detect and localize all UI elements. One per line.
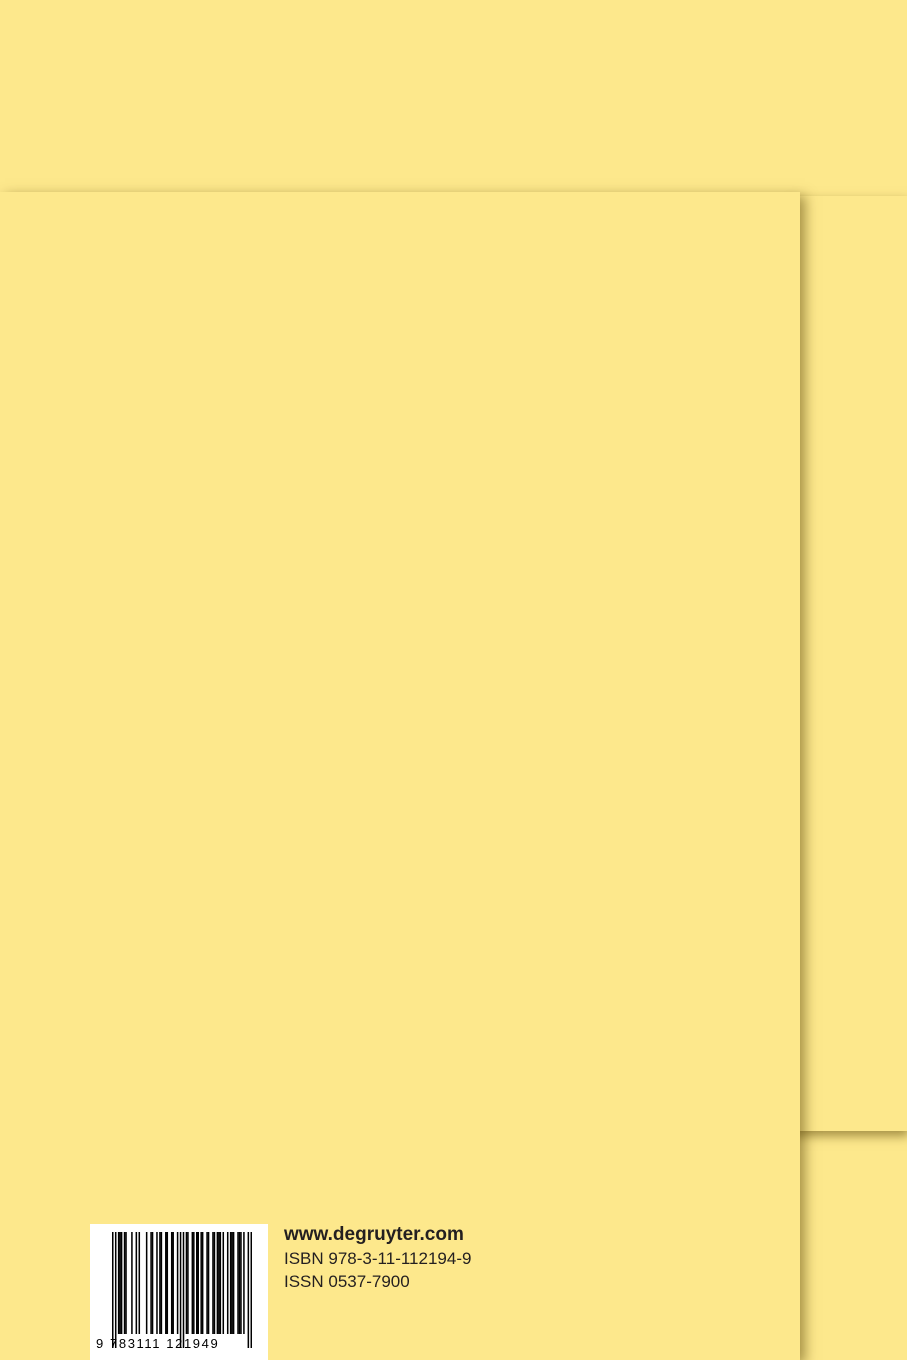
barcode-bar <box>200 1232 202 1334</box>
barcode-bar <box>239 1232 241 1334</box>
barcode-bar <box>167 1232 169 1334</box>
barcode-bar <box>165 1232 167 1334</box>
barcode-bar <box>159 1232 161 1334</box>
publisher-info <box>284 1223 471 1293</box>
barcode-bar <box>217 1232 219 1334</box>
barcode-digits: 9 783111 121949 <box>96 1336 220 1351</box>
barcode-bar <box>248 1232 250 1348</box>
back-cover-panel <box>0 192 800 1360</box>
barcode-bar <box>131 1232 133 1334</box>
barcode-bar <box>243 1232 245 1334</box>
barcode-bar <box>220 1232 222 1334</box>
barcode-bar <box>146 1232 148 1334</box>
barcode-bar <box>251 1232 252 1348</box>
barcode-bar <box>202 1232 204 1334</box>
barcode-bar <box>139 1232 141 1334</box>
barcode-bar <box>208 1232 210 1334</box>
barcode-bar <box>197 1232 199 1334</box>
barcode-bar <box>161 1232 163 1334</box>
publisher-url[interactable]: www.degruyter.com <box>284 1224 464 1245</box>
issn-number: ISSN 0537-7900 <box>284 1272 410 1291</box>
barcode-bar <box>223 1232 225 1334</box>
barcode-bar <box>183 1232 185 1348</box>
barcode-bar <box>150 1232 152 1334</box>
barcode-bar <box>196 1232 198 1334</box>
barcode-bar <box>118 1232 120 1334</box>
barcode-bar <box>125 1232 127 1334</box>
barcode-bar <box>156 1232 158 1334</box>
barcode-bar <box>237 1232 239 1334</box>
barcode-bar <box>172 1232 174 1334</box>
barcode-bar <box>227 1232 229 1334</box>
barcode-bar <box>231 1232 233 1334</box>
barcode-bar <box>240 1232 242 1334</box>
isbn-number: ISBN 978-3-11-112194-9 <box>284 1249 472 1268</box>
barcode-bar <box>136 1232 138 1334</box>
barcode-bar <box>124 1232 126 1334</box>
back-panel-edge <box>790 196 907 1131</box>
barcode-bar <box>192 1232 194 1334</box>
barcode-bar <box>187 1232 189 1334</box>
barcode <box>90 1224 268 1360</box>
barcode-bar <box>115 1232 117 1348</box>
barcode-bar <box>206 1232 208 1334</box>
barcode-bar <box>177 1232 179 1334</box>
barcode-bar <box>230 1232 232 1334</box>
barcode-bar <box>119 1232 121 1334</box>
barcode-bars <box>112 1232 252 1348</box>
barcode-bar <box>171 1232 173 1334</box>
barcode-bar <box>186 1232 188 1334</box>
barcode-bar <box>214 1232 216 1334</box>
barcode-bar <box>193 1232 195 1334</box>
barcode-bar <box>218 1232 220 1334</box>
barcode-bar <box>112 1232 114 1348</box>
barcode-bar <box>152 1232 154 1334</box>
barcode-bar <box>180 1232 182 1348</box>
barcode-bar <box>233 1232 235 1334</box>
barcode-bar <box>212 1232 214 1334</box>
barcode-bar <box>121 1232 123 1334</box>
